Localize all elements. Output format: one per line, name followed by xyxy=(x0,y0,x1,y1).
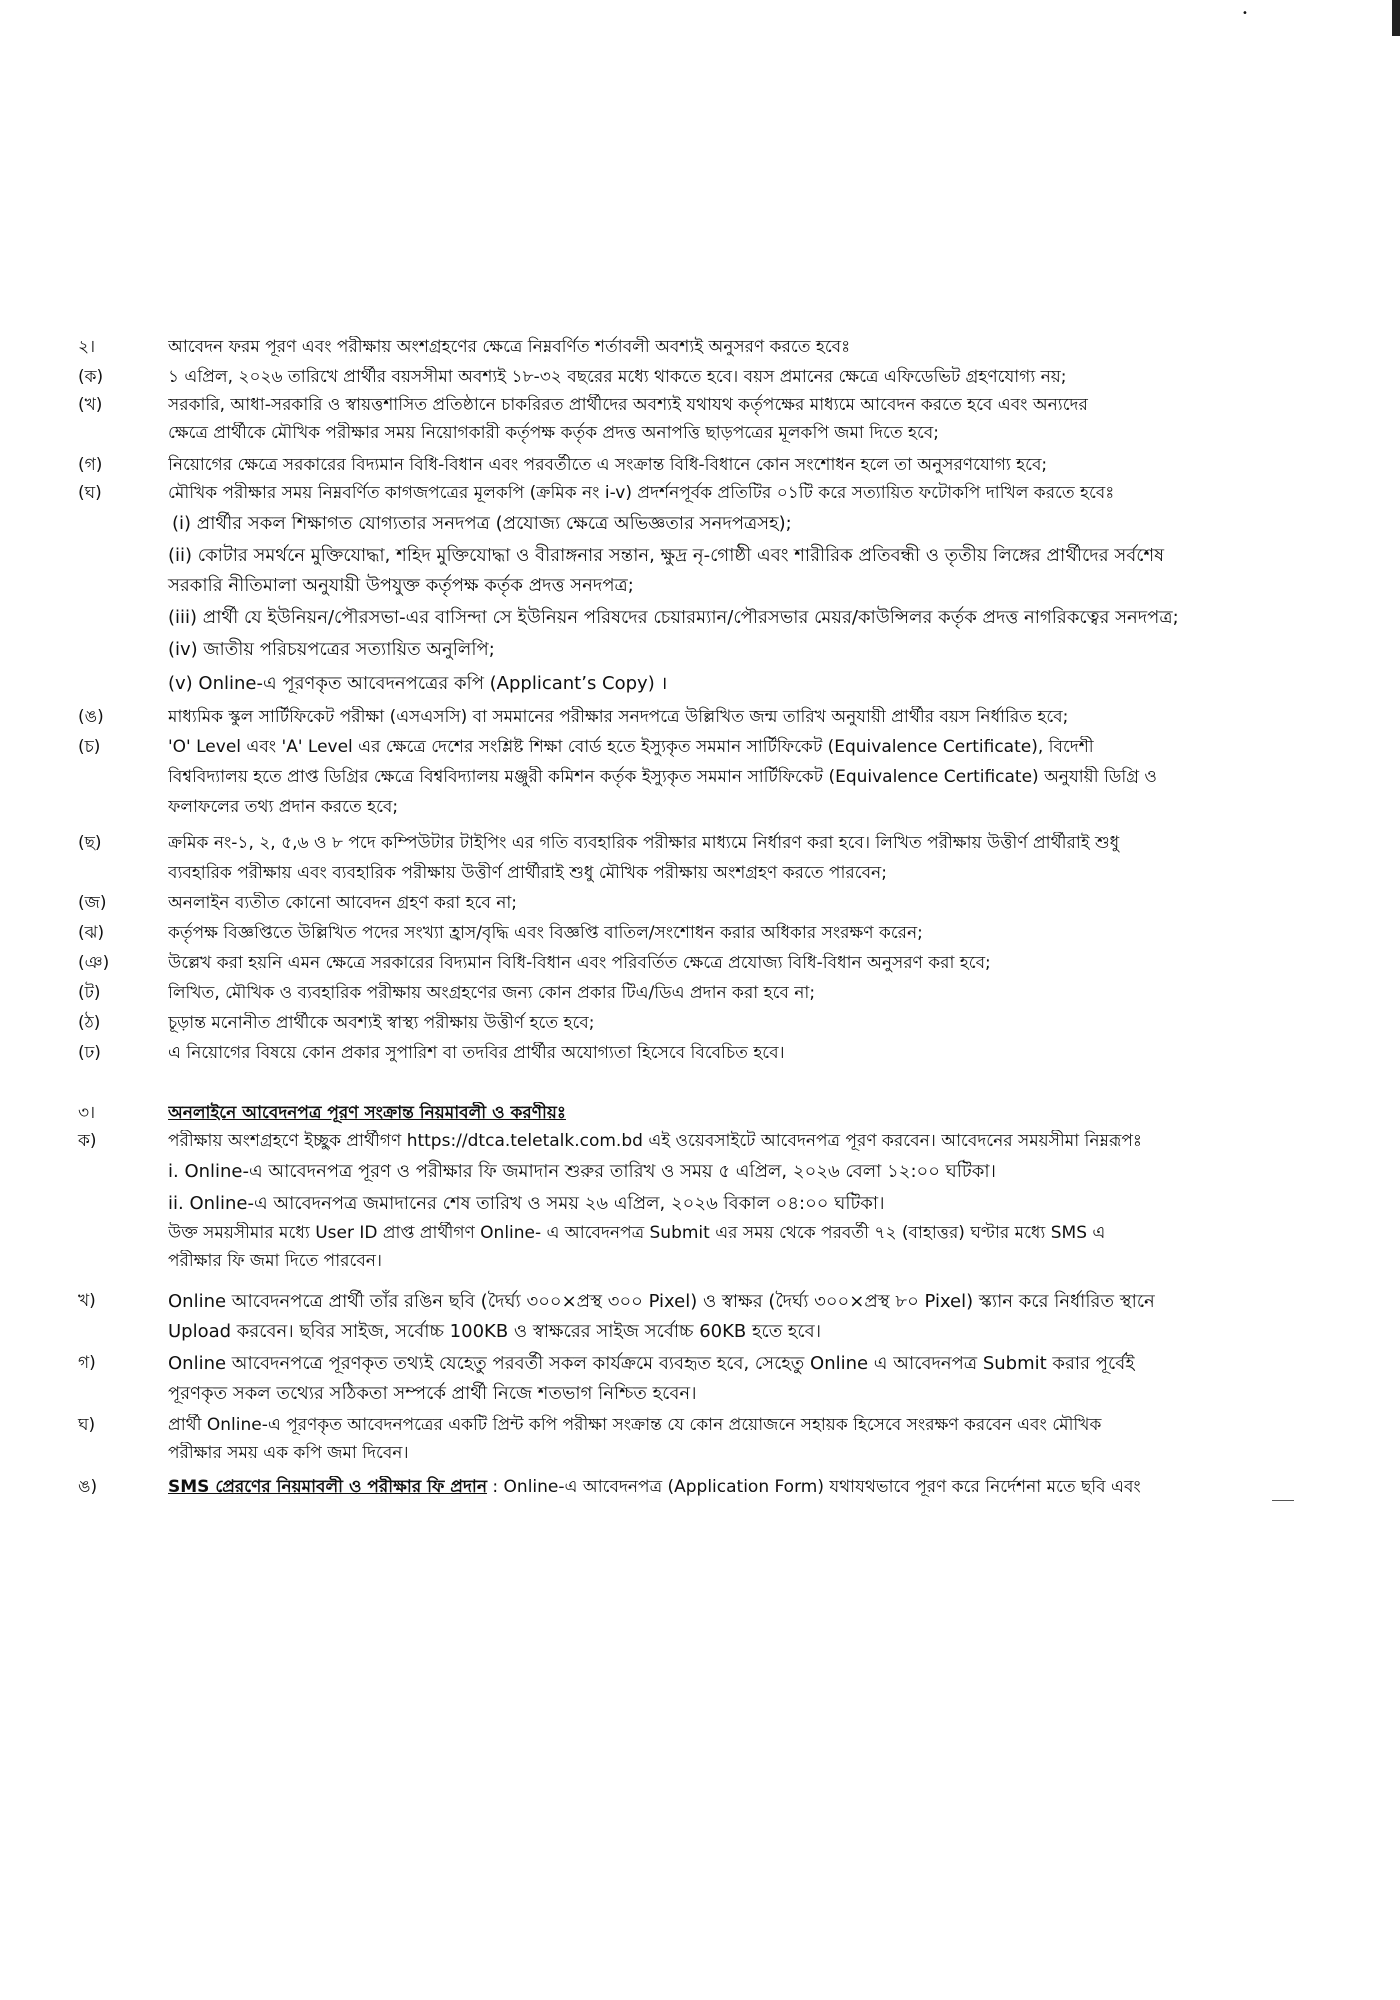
section-number: ২। xyxy=(78,337,96,357)
item-text: প্রার্থী Online-এ পূরণকৃত আবেদনপত্রের একটি প্রিন্ট কপি পরীক্ষা সংক্রান্ত যে কোন প্রয়োজনে সহায়ক হিসেবে সংরক্ষণ করবেন এবং মৌখিক xyxy=(168,1415,1102,1435)
item-label: (ঢ) xyxy=(78,1043,101,1063)
sub-item-text: (v) Online-এ পূরণকৃত আবেদনপত্রের কপি (Applicant’s Copy) । xyxy=(168,673,668,694)
item-label: গ) xyxy=(78,1353,96,1373)
item-text: Online আবেদনপত্রে প্রার্থী তাঁর রঙিন ছবি (দৈর্ঘ্য ৩০০×প্রস্থ ৩০০ Pixel) ও স্বাক্ষর (দৈর্ঘ্য ৩০০×প্রস্থ ৮০ Pixel) স্ক্যান করে নির্ধারিত স্থানে xyxy=(168,1291,1155,1312)
item-text: মৌখিক পরীক্ষার সময় নিম্নবর্ণিত কাগজপত্রের মূলকপি (ক্রমিক নং i-v) প্রদর্শনপূর্বক প্রতিটির ০১টি করে সত্যায়িত ফটোকপি দাখিল করতে হবেঃ xyxy=(168,483,1115,503)
item-text-cont: ব্যবহারিক পরীক্ষায় এবং ব্যবহারিক পরীক্ষায় উত্তীর্ণ প্রার্থীরাই শুধু মৌখিক পরীক্ষায় অংশগ্রহণ করতে পারবেন; xyxy=(168,863,887,883)
item-text-cont: ফলাফলের তথ্য প্রদান করতে হবে; xyxy=(168,797,399,817)
item-text-cont: পরীক্ষার ফি জমা দিতে পারবেন। xyxy=(168,1251,383,1271)
sub-item-text: (iii) প্রার্থী যে ইউনিয়ন/পৌরসভা-এর বাসিন্দা সে ইউনিয়ন পরিষদের চেয়ারম্যান/পৌরসভার মেয়র/কাউন্সিলর কর্তৃক প্রদত্ত নাগরিকত্বের সনদপত্র; xyxy=(168,607,1179,628)
item-label: ঘ) xyxy=(78,1415,96,1435)
item-label: (ক) xyxy=(78,367,104,387)
item-text: 'O' Level এবং 'A' Level এর ক্ষেত্রে দেশের সংশ্লিষ্ট শিক্ষা বোর্ড হতে ইস্যুকৃত সমমান সার্টিফিকেট (Equivalence Certificate), বিদেশী xyxy=(168,737,1094,757)
item-text: ১ এপ্রিল, ২০২৬ তারিখে প্রার্থীর বয়সসীমা অবশ্যই ১৮-৩২ বছরের মধ্যে থাকতে হবে। বয়স প্রমানের ক্ষেত্রে এফিডেভিট গ্রহণযোগ্য নয়; xyxy=(168,367,1067,387)
item-text xyxy=(168,1476,1288,1498)
item-label: ক) xyxy=(78,1131,97,1151)
scan-speck: • xyxy=(1242,8,1248,19)
item-text-cont: পরীক্ষার সময় এক কপি জমা দিবেন। xyxy=(168,1443,409,1463)
item-text: ক্রমিক নং-১, ২, ৫,৬ ও ৮ পদে কম্পিউটার টাইপিং এর গতি ব্যবহারিক পরীক্ষার মাধ্যমে নির্ধারণ করা হবে। লিখিত পরীক্ষায় উত্তীর্ণ প্রার্থীরাই শুধু xyxy=(168,833,1120,853)
sub-item-text: (i) প্রার্থীর সকল শিক্ষাগত যোগ্যতার সনদপত্র (প্রযোজ্য ক্ষেত্রে অভিজ্ঞতার সনদপত্রসহ); xyxy=(172,513,792,534)
item-text-cont: পূরণকৃত সকল তথ্যের সঠিকতা সম্পর্কে প্রার্থী নিজে শতভাগ নিশ্চিত হবেন। xyxy=(168,1383,697,1404)
item-label: (জ) xyxy=(78,893,107,913)
sub-item-text-cont: সরকারি নীতিমালা অনুযায়ী উপযুক্ত কর্তৃপক্ষ কর্তৃক প্রদত্ত সনদপত্র; xyxy=(168,575,634,596)
section-2-intro-text: আবেদন ফরম পূরণ এবং পরীক্ষায় অংশগ্রহণের ক্ষেত্রে নিম্নবর্ণিত শর্তাবলী অবশ্যই অনুসরণ করতে হবেঃ xyxy=(168,337,851,357)
item-label: (ঘ) xyxy=(78,483,102,503)
item-text: নিয়োগের ক্ষেত্রে সরকারের বিদ্যমান বিধি-বিধান এবং পরবর্তীতে এ সংক্রান্ত বিধি-বিধানে কোন সংশোধন হলে তা অনুসরণযোগ্য হবে; xyxy=(168,455,1048,475)
section-3-title: অনলাইনে আবেদনপত্র পূরণ সংক্রান্ত নিয়মাবলী ও করণীয়ঃ xyxy=(168,1103,566,1123)
item-text: Online আবেদনপত্রে পূরণকৃত তথ্যই যেহেতু পরবর্তী সকল কার্যক্রমে ব্যবহৃত হবে, সেহেতু Online এ আবেদনপত্র Submit করার পূর্বেই xyxy=(168,1353,1135,1374)
item-text-cont: উক্ত সময়সীমার মধ্যে User ID প্রাপ্ত প্রার্থীগণ Online- এ আবেদনপত্র Submit এর সময় থেকে পরবর্তী ৭২ (বাহাত্তর) ঘণ্টার মধ্যে SMS এ xyxy=(168,1223,1106,1243)
item-text: লিখিত, মৌখিক ও ব্যবহারিক পরীক্ষায় অংগ্রহণের জন্য কোন প্রকার টিএ/ডিএ প্রদান করা হবে না; xyxy=(168,983,816,1003)
item-text-cont: ক্ষেত্রে প্রার্থীকে মৌখিক পরীক্ষার সময় নিয়োগকারী কর্তৃপক্ষ কর্তৃক প্রদত্ত অনাপত্তি ছাড়পত্রের মূলকপি জমা দিতে হবে; xyxy=(168,423,939,443)
item-label: (ট) xyxy=(78,983,101,1003)
scan-edge-mark xyxy=(1392,0,1400,36)
item-label: (ঝ) xyxy=(78,923,105,943)
item-text: উল্লেখ করা হয়নি এমন ক্ষেত্রে সরকারের বিদ্যমান বিধি-বিধান এবং পরিবর্তিত ক্ষেত্রে প্রযোজ্য বিধি-বিধান অনুসরণ করা হবে; xyxy=(168,953,991,973)
section-number: ৩। xyxy=(78,1103,96,1123)
item-text: মাধ্যমিক স্কুল সার্টিফিকেট পরীক্ষা (এসএসসি) বা সমমানের পরীক্ষার সনদপত্রে উল্লিখিত জন্ম তারিখ অনুযায়ী প্রার্থীর বয়স নির্ধারিত হবে; xyxy=(168,707,1069,727)
item-label: (ঞ) xyxy=(78,953,110,973)
item-label: (খ) xyxy=(78,395,103,415)
end-date-text: ii. Online-এ আবেদনপত্র জমাদানের শেষ তারিখ ও সময় ২৬ এপ্রিল, ২০২৬ বিকাল ০৪:০০ ঘটিকা। xyxy=(168,1193,885,1214)
item-text: চূড়ান্ত মনোনীত প্রার্থীকে অবশ্যই স্বাস্থ্য পরীক্ষায় উত্তীর্ণ হতে হবে; xyxy=(168,1013,595,1033)
item-label: খ) xyxy=(78,1291,96,1311)
item-label: (চ) xyxy=(78,737,101,757)
item-text: পরীক্ষায় অংশগ্রহণে ইচ্ছুক প্রার্থীগণ https://dtca.teletalk.com.bd এই ওয়েবসাইটে আবেদনপত্র পূরণ করবেন। আবেদনের সময়সীমা নিম্নরূপঃ xyxy=(168,1131,1142,1151)
item-text: এ নিয়োগের বিষয়ে কোন প্রকার সুপারিশ বা তদবির প্রার্থীর অযোগ্যতা হিসেবে বিবেচিত হবে। xyxy=(168,1043,785,1063)
item-text-cont: বিশ্ববিদ্যালয় হতে প্রাপ্ত ডিগ্রির ক্ষেত্রে বিশ্ববিদ্যালয় মঞ্জুরী কমিশন কর্তৃক ইস্যুকৃত সমমান সার্টিফিকেট (Equivalence Certificate) অনুযায়ী ডিগ্রি ও xyxy=(168,767,1157,787)
item-text: কর্তৃপক্ষ বিজ্ঞপ্তিতে উল্লিখিত পদের সংখ্যা হ্রাস/বৃদ্ধি এবং বিজ্ঞপ্তি বাতিল/সংশোধন করার অধিকার সংরক্ষণ করেন; xyxy=(168,923,923,943)
sub-item-text: (iv) জাতীয় পরিচয়পত্রের সত্যায়িত অনুলিপি; xyxy=(168,639,495,660)
item-label: ঙ) xyxy=(78,1477,98,1497)
sms-rules-heading: SMS প্রেরণের নিয়মাবলী ও পরীক্ষার ফি প্রদান xyxy=(168,1477,488,1497)
cut-off-mark xyxy=(1272,1500,1294,1501)
item-text: অনলাইন ব্যতীত কোনো আবেদন গ্রহণ করা হবে না; xyxy=(168,893,518,913)
item-label: (গ) xyxy=(78,455,103,475)
item-text: সরকারি, আধা-সরকারি ও স্বায়ত্তশাসিত প্রতিষ্ঠানে চাকরিরত প্রার্থীদের অবশ্যই যথাযথ কর্তৃপক্ষের মাধ্যমে আবেদন করতে হবে এবং অন্যদের xyxy=(168,395,1088,415)
item-label: (ঙ) xyxy=(78,707,104,727)
item-text-cont: Upload করবেন। ছবির সাইজ, সর্বোচ্চ 100KB ও স্বাক্ষরের সাইজ সর্বোচ্চ 60KB হতে হবে। xyxy=(168,1321,822,1342)
sms-rules-text: : Online-এ আবেদনপত্র (Application Form) যথাযথভাবে পূরণ করে নির্দেশনা মতে ছবি এবং xyxy=(487,1477,1141,1497)
item-label: (ঠ) xyxy=(78,1013,101,1033)
sub-item-text: (ii) কোটার সমর্থনে মুক্তিযোদ্ধা, শহিদ মুক্তিযোদ্ধা ও বীরাঙ্গনার সন্তান, ক্ষুদ্র নৃ-গোষ্ঠী এবং শারীরিক প্রতিবন্ধী ও তৃতীয় লিঙ্গের প্রার্থীদের সর্বশেষ xyxy=(168,545,1165,566)
start-date-text: i. Online-এ আবেদনপত্র পূরণ ও পরীক্ষার ফি জমাদান শুরুর তারিখ ও সময় ৫ এপ্রিল, ২০২৬ বেলা ১২:০০ ঘটিকা। xyxy=(168,1161,996,1182)
item-label: (ছ) xyxy=(78,833,102,853)
